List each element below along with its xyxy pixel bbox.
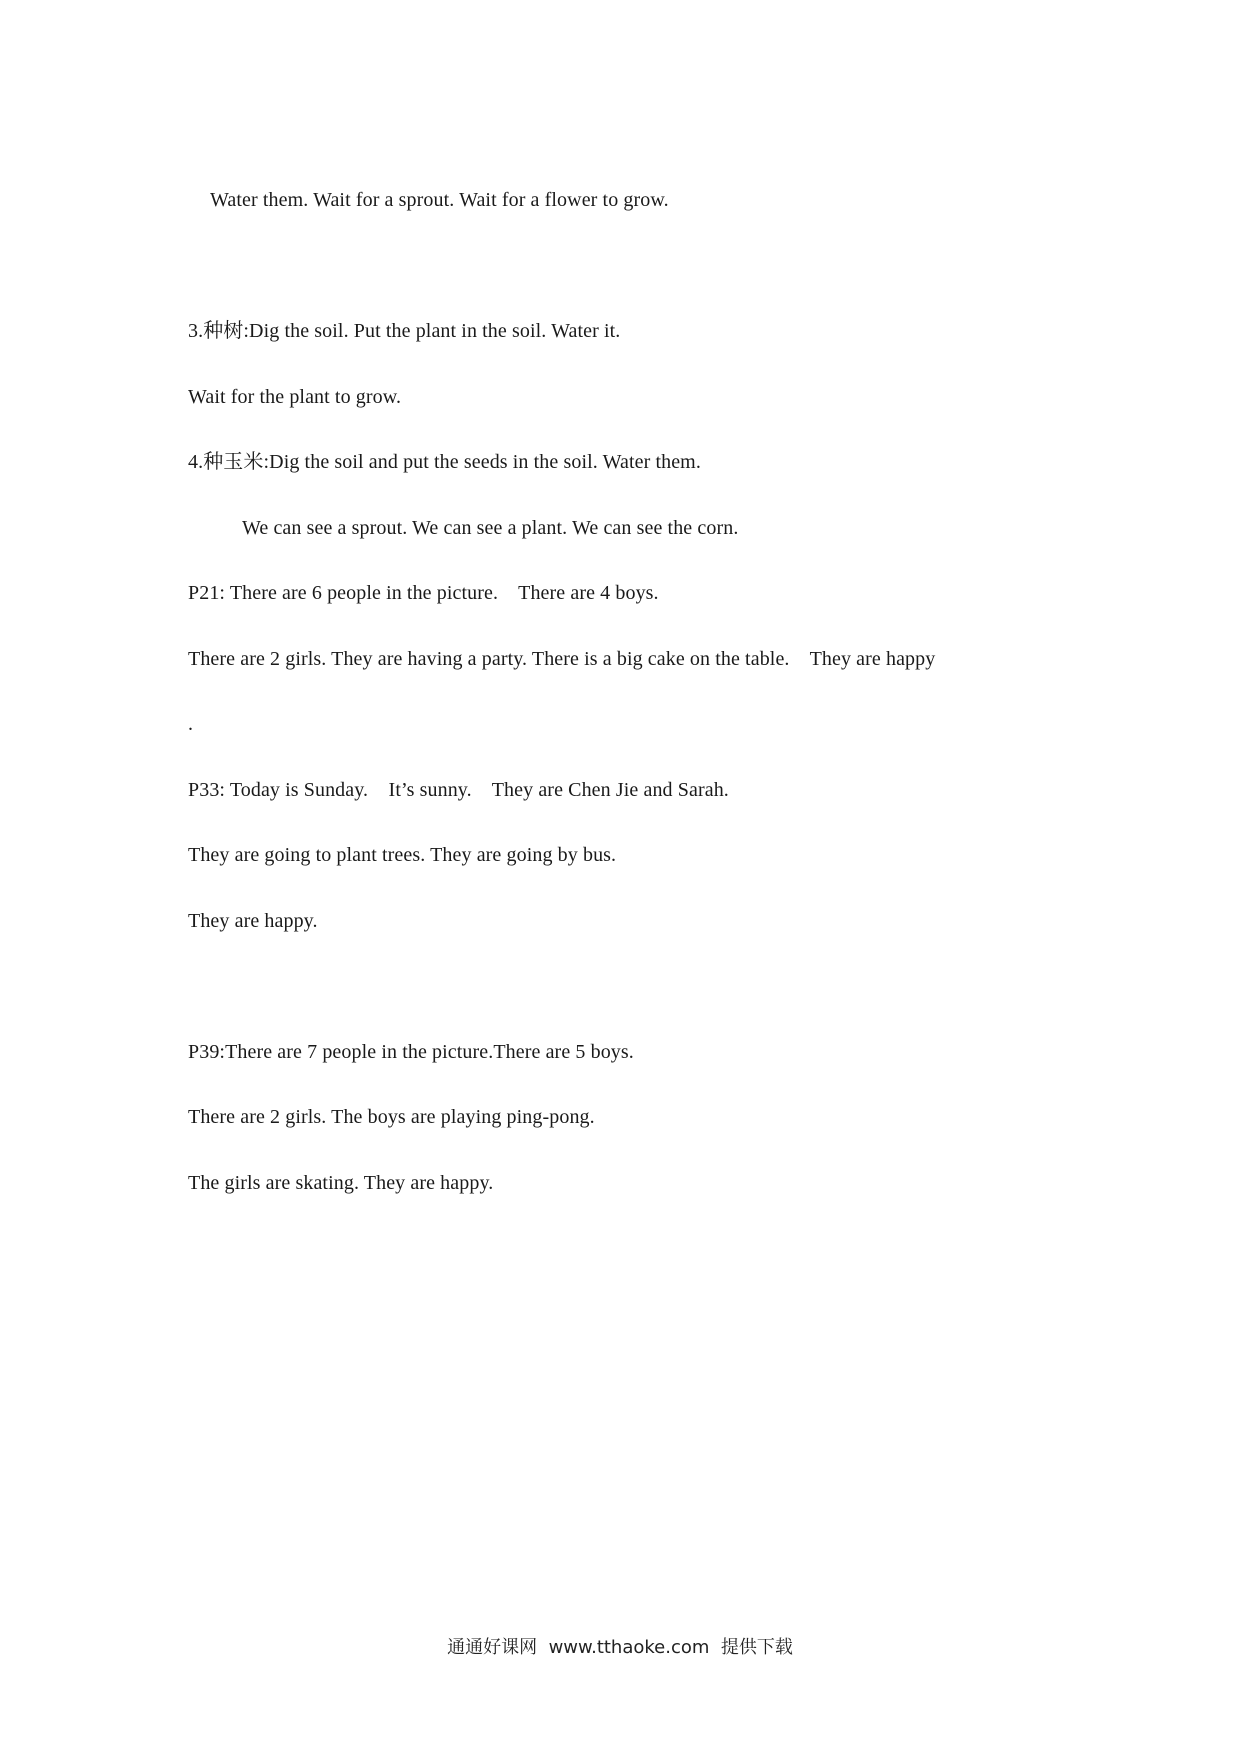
text-line: They are going to plant trees. They are going by bus.	[188, 844, 617, 866]
text-line: 3.种树:Dig the soil. Put the plant in the soil. Water it.	[188, 320, 621, 342]
text-line: Water them. Wait for a sprout. Wait for a flower to grow.	[210, 189, 669, 211]
text-line: P39:There are 7 people in the picture.There are 5 boys.	[188, 1041, 634, 1063]
text-line: P21: There are 6 people in the picture. There are 4 boys.	[188, 582, 659, 604]
text-line: Wait for the plant to grow.	[188, 386, 402, 408]
text-line: There are 2 girls. The boys are playing ping-pong.	[188, 1106, 595, 1128]
page-footer: 通通好课网 www.tthaoke.com 提供下载	[447, 1637, 793, 1658]
text-line: The girls are skating. They are happy.	[188, 1172, 494, 1194]
text-line: 4.种玉米:Dig the soil and put the seeds in the soil. Water them.	[188, 451, 701, 473]
text-line: They are happy.	[188, 910, 318, 932]
text-line: We can see a sprout. We can see a plant. We can see the corn.	[242, 517, 739, 539]
text-line: P33: Today is Sunday. It’s sunny. They are Chen Jie and Sarah.	[188, 779, 729, 801]
text-line: There are 2 girls. They are having a party. There is a big cake on the table. They are happy	[188, 648, 936, 670]
text-line: .	[188, 713, 194, 735]
